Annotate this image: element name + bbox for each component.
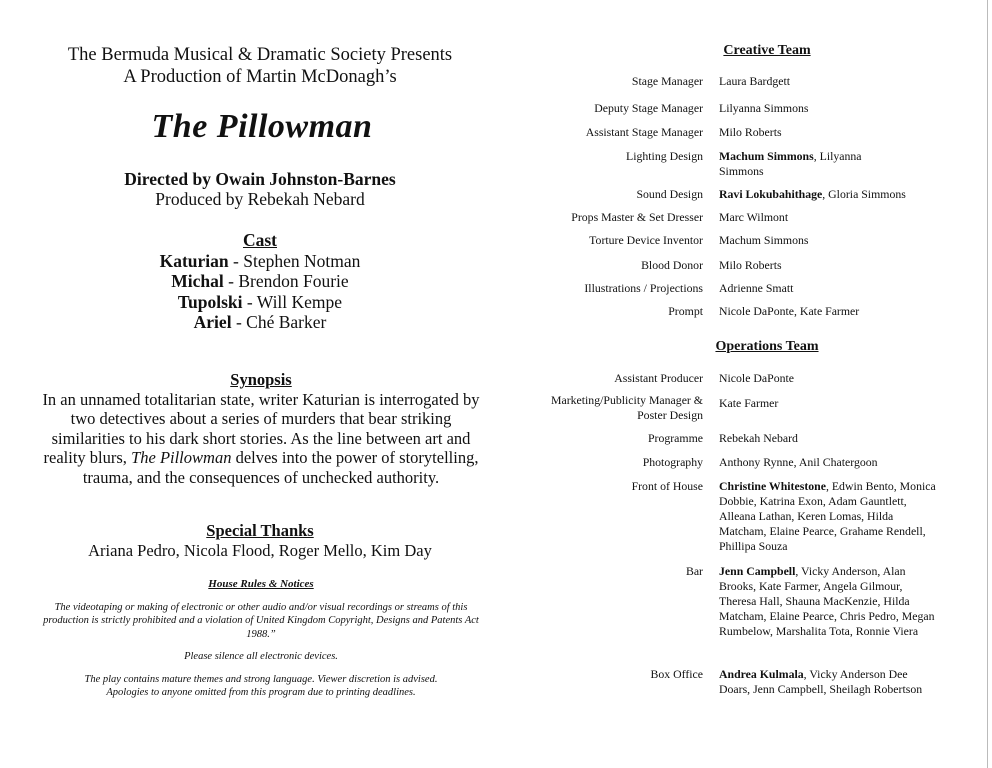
credit-label: Illustrations / Projections	[584, 281, 703, 295]
credit-value: Anthony Rynne, Anil Chatergoon	[719, 455, 878, 469]
synopsis-part-1: In an unnamed totalitarian state, writer Katurian is interrogated by two detectives about a series of murders that bear striking similarities to his dark short stories. As the line between art and reality blurs,	[42, 389, 480, 467]
cast-item	[0, 312, 520, 333]
credit-label: Assistant Producer	[614, 371, 703, 385]
credit-label: Torture Device Inventor	[589, 233, 703, 247]
cast-actor: - Stephen Notman	[228, 250, 361, 271]
credit-label: Stage Manager	[631, 74, 703, 88]
recording-notice: The videotaping or making of electronic or other audio and/or visual recordings or streams of this production is strictly prohibited and a violation of United Kingdom Copyright, Designs and Patents Act 1988.”	[43, 601, 479, 640]
cast-role: Ariel	[193, 312, 232, 332]
credit-value: Laura Bardgett	[719, 74, 791, 88]
synopsis-text	[40, 390, 482, 488]
synopsis-part-2: delves into the power of storytelling, trauma, and the consequences of unchecked authority.	[82, 448, 479, 487]
credit-value: Milo Roberts	[719, 258, 782, 272]
cast-item	[0, 271, 520, 292]
credit-label: Front of House	[631, 479, 703, 493]
directed-by: Directed by Owain Johnston-Barnes	[124, 169, 396, 189]
thanks-text: Ariana Pedro, Nicola Flood, Roger Mello, Kim Day	[88, 540, 432, 560]
credit-value: Lilyanna Simmons	[719, 101, 809, 115]
credit-value: Rebekah Nebard	[719, 431, 798, 445]
credit-value: Andrea Kulmala, Vicky Anderson Dee Doars, Jenn Campbell, Sheilagh Robertson	[719, 667, 923, 696]
house-rules-section	[40, 578, 482, 700]
credit-value: Kate Farmer	[719, 396, 779, 410]
synopsis-section	[40, 370, 482, 487]
page-edge-line	[987, 0, 988, 768]
credit-value: Machum Simmons, Lilyanna Simmons	[719, 149, 862, 178]
credit-label: Photography	[642, 455, 703, 469]
credit-value: Nicole DaPonte, Kate Farmer	[719, 304, 860, 318]
credit-value: Ravi Lokubahithage, Gloria Simmons	[719, 187, 906, 201]
credit-label: Marketing/Publicity Manager & Poster Design	[550, 393, 703, 422]
presents-line-1: The Bermuda Musical & Dramatic Society Presents	[67, 45, 453, 65]
synopsis-heading: Synopsis	[230, 370, 292, 389]
credits-block	[0, 169, 520, 209]
cast-role: Michal	[171, 271, 224, 291]
cast-section	[0, 230, 520, 333]
thanks-section	[0, 521, 520, 560]
credit-label: Bar	[685, 564, 703, 578]
thanks-heading: Special Thanks	[206, 521, 314, 540]
cast-actor: - Ché Barker	[231, 312, 327, 332]
operations-team-heading	[520, 339, 992, 355]
play-title: The Pillowman	[151, 108, 373, 145]
credit-label: Box Office	[650, 667, 703, 681]
credit-label: Sound Design	[636, 187, 703, 201]
credit-label: Blood Donor	[641, 258, 703, 272]
cast-actor: - Will Kempe	[242, 291, 343, 312]
content-advisory: The play contains mature themes and strong language. Viewer discretion is advised.	[84, 673, 438, 685]
cast-item	[0, 292, 520, 313]
produced-by: Produced by Rebekah Nebard	[155, 189, 365, 209]
credit-label: Props Master & Set Dresser	[571, 210, 703, 224]
credit-label: Deputy Stage Manager	[594, 101, 703, 115]
credit-value: Adrienne Smatt	[719, 281, 794, 295]
creative-team-heading	[520, 43, 992, 59]
credit-value: Christine Whitestone, Edwin Bento, Monica Dobbie, Katrina Exon, Adam Gauntlett, Alleana Lathan, Keren Lomas, Hilda Matcham, Elaine Pearce, Grahame Rendell, Phillipa Souza	[719, 479, 936, 553]
synopsis-title-ref: The Pillowman	[131, 448, 232, 467]
credit-value: Marc Wilmont	[719, 210, 789, 224]
credit-value: Milo Roberts	[719, 125, 782, 139]
omission-apology: Apologies to anyone omitted from this program due to printing deadlines.	[106, 687, 416, 698]
operations-team-heading-text: Operations Team	[715, 339, 819, 354]
cast-role: Katurian	[159, 250, 229, 271]
creative-team-heading-text: Creative Team	[723, 43, 811, 58]
right-page	[520, 0, 992, 768]
house-rules-heading: House Rules & Notices	[208, 578, 314, 590]
credit-label: Assistant Stage Manager	[585, 125, 703, 139]
cast-actor: - Brendon Fourie	[223, 271, 349, 291]
presents-block	[0, 44, 520, 88]
credit-label: Programme	[647, 431, 703, 445]
credit-label: Lighting Design	[625, 149, 703, 163]
credit-label: Prompt	[668, 304, 703, 318]
presents-line-2: A Production of Martin McDonagh’s	[123, 67, 397, 87]
credit-value: Machum Simmons	[719, 233, 809, 247]
cast-item	[0, 251, 520, 272]
cast-heading: Cast	[242, 230, 278, 250]
silence-notice: Please silence all electronic devices.	[184, 651, 338, 662]
cast-role: Tupolski	[177, 291, 243, 312]
credit-value: Jenn Campbell, Vicky Anderson, Alan Brooks, Kate Farmer, Angela Gilmour, Theresa Hall, Shauna MacKenzie, Hilda Matcham, Elaine Pearce, Chris Pedro, Megan Rumbelow, Marshalita Tota, Ronnie Viera	[719, 564, 935, 638]
credit-value: Nicole DaPonte	[719, 371, 795, 385]
